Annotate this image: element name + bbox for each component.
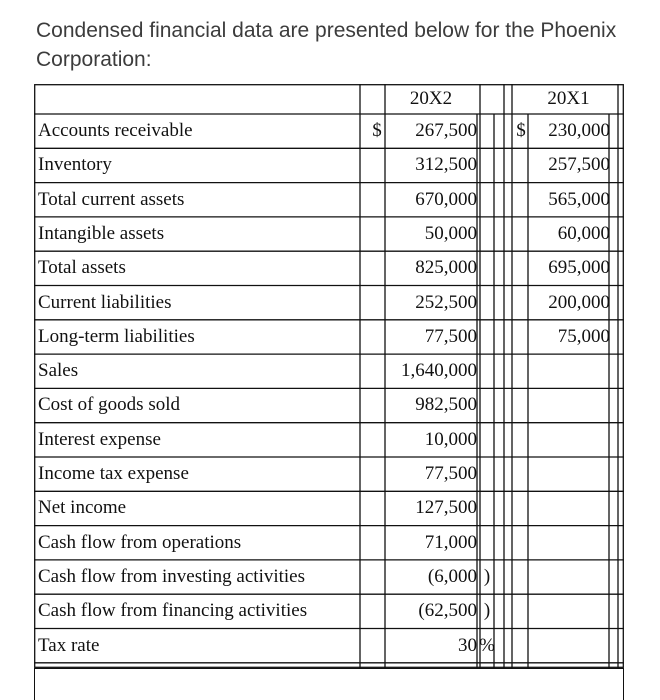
value-20x2: 77,500 <box>424 463 477 484</box>
dollar-sign-20x1 <box>515 183 527 217</box>
value-suffix <box>479 491 495 525</box>
value-suffix <box>479 320 495 354</box>
table-row <box>34 423 624 457</box>
value-suffix <box>479 526 495 560</box>
dollar-sign-20x1 <box>515 388 527 422</box>
dollar-sign-20x2 <box>370 594 384 628</box>
value-20x1 <box>528 594 610 628</box>
value-suffix: ) <box>483 600 491 622</box>
header-20x2: 20X2 <box>409 88 453 109</box>
value-suffix <box>479 388 495 422</box>
table-row <box>34 526 624 560</box>
dollar-sign-20x2 <box>370 148 384 182</box>
value-20x1 <box>528 526 610 560</box>
dollar-sign-20x2 <box>370 251 384 285</box>
table-row <box>34 217 624 251</box>
value-20x2: 982,500 <box>415 394 477 416</box>
row-label: Cash flow from operations <box>38 531 242 553</box>
dollar-sign-20x1 <box>515 320 527 354</box>
table-row <box>34 114 624 148</box>
value-20x1: 200,000 <box>548 291 610 313</box>
table-row <box>34 286 624 320</box>
dollar-sign-20x2 <box>370 457 384 491</box>
dollar-sign-20x2 <box>370 354 384 388</box>
value-20x2: (62,500 <box>418 600 477 622</box>
row-label: Inventory <box>38 154 112 176</box>
table-row <box>34 629 624 663</box>
value-20x1 <box>528 388 610 422</box>
row-label: Cash flow from investing activities <box>38 565 306 587</box>
dollar-sign-20x1 <box>515 251 527 285</box>
value-suffix <box>479 148 495 182</box>
dollar-sign-20x2 <box>370 388 384 422</box>
value-suffix <box>479 183 495 217</box>
dollar-sign-20x1 <box>515 594 527 628</box>
dollar-sign-20x2 <box>370 217 384 251</box>
dollar-sign-20x1 <box>515 491 527 525</box>
row-label: Total current assets <box>38 188 185 210</box>
value-suffix: % <box>479 634 495 656</box>
table-row <box>34 560 624 594</box>
value-20x1 <box>528 491 610 525</box>
value-suffix <box>479 217 495 251</box>
table-row <box>34 457 624 491</box>
table-row <box>34 388 624 422</box>
question-text: Condensed financial data are presented below for the Phoenix Corporation: <box>36 19 617 71</box>
value-20x1 <box>528 354 610 388</box>
dollar-sign-20x1 <box>515 526 527 560</box>
row-label: Interest expense <box>38 428 161 450</box>
dollar-sign-20x1 <box>515 423 527 457</box>
row-label: Net income <box>38 497 127 519</box>
dollar-sign-20x2 <box>370 320 384 354</box>
row-label: Long-term liabilities <box>38 325 195 347</box>
value-20x2: 71,000 <box>424 531 477 553</box>
table-row <box>34 491 624 525</box>
table-row <box>34 251 624 285</box>
value-20x2: 267,500 <box>415 120 477 141</box>
financial-data-table <box>34 84 624 668</box>
value-suffix <box>479 457 495 491</box>
value-20x2: 30 <box>458 634 477 656</box>
value-suffix <box>479 354 495 388</box>
dollar-sign-20x1 <box>515 457 527 491</box>
value-suffix <box>479 423 495 457</box>
value-20x1: 75,000 <box>557 325 610 347</box>
value-20x2: 77,500 <box>424 325 477 347</box>
value-20x2: 50,000 <box>424 222 477 244</box>
value-20x1 <box>528 560 610 594</box>
value-suffix <box>479 114 495 148</box>
dollar-sign-20x1: $ <box>516 120 526 141</box>
value-20x2: 127,500 <box>415 497 477 519</box>
dollar-sign-20x1 <box>515 560 527 594</box>
value-20x2: 252,500 <box>415 291 477 313</box>
dollar-sign-20x2 <box>370 526 384 560</box>
value-20x1 <box>528 423 610 457</box>
dollar-sign-20x1 <box>515 217 527 251</box>
row-label: Accounts receivable <box>38 120 193 141</box>
dollar-sign-20x2: $ <box>372 120 382 141</box>
dollar-sign-20x1 <box>515 629 527 663</box>
row-label: Cost of goods sold <box>38 394 180 416</box>
value-suffix <box>479 251 495 285</box>
value-20x1: 695,000 <box>548 257 610 279</box>
header-20x1: 20X1 <box>547 88 590 109</box>
value-20x1: 60,000 <box>557 222 610 244</box>
row-label: Total assets <box>38 257 126 279</box>
dollar-sign-20x2 <box>370 423 384 457</box>
value-20x2: 825,000 <box>415 257 477 279</box>
table-row <box>34 320 624 354</box>
value-20x2: 1,640,000 <box>401 360 477 382</box>
row-label: Tax rate <box>38 634 100 656</box>
table-row <box>34 594 624 628</box>
row-label: Current liabilities <box>38 291 172 313</box>
table-row <box>34 183 624 217</box>
dollar-sign-20x2 <box>370 183 384 217</box>
value-20x1: 565,000 <box>548 188 610 210</box>
value-suffix <box>479 286 495 320</box>
row-label: Sales <box>38 360 79 382</box>
row-label: Cash flow from financing activities <box>38 600 308 622</box>
value-20x2: 10,000 <box>424 428 477 450</box>
value-20x1 <box>528 457 610 491</box>
empty-answer-area <box>34 668 624 700</box>
value-20x2: 312,500 <box>415 154 477 176</box>
value-20x1 <box>528 629 610 663</box>
table-row <box>34 354 624 388</box>
table-row <box>34 148 624 182</box>
dollar-sign-20x2 <box>370 491 384 525</box>
value-20x2: (6,000 <box>427 565 477 587</box>
row-label: Intangible assets <box>38 222 165 244</box>
value-20x1: 230,000 <box>548 120 610 141</box>
dollar-sign-20x1 <box>515 148 527 182</box>
value-20x2: 670,000 <box>415 188 477 210</box>
dollar-sign-20x1 <box>515 286 527 320</box>
dollar-sign-20x2 <box>370 560 384 594</box>
value-suffix: ) <box>483 565 491 587</box>
dollar-sign-20x2 <box>370 629 384 663</box>
dollar-sign-20x2 <box>370 286 384 320</box>
row-label: Income tax expense <box>38 463 189 484</box>
value-20x1: 257,500 <box>548 154 610 176</box>
dollar-sign-20x1 <box>515 354 527 388</box>
